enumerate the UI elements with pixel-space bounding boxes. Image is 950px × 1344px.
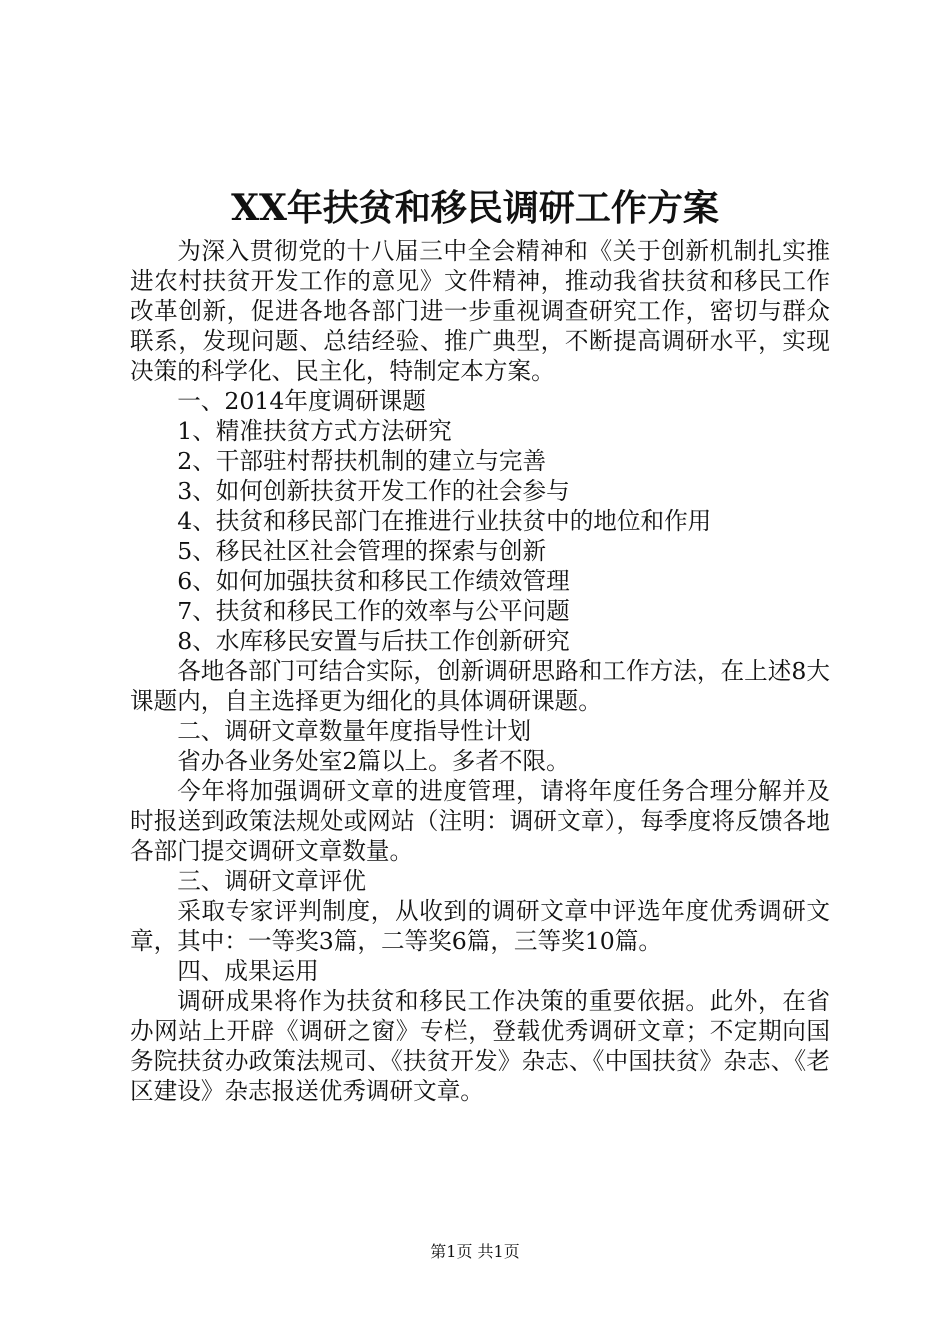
topic-item-1: 1、精准扶贫方式方法研究 — [177, 417, 452, 445]
topic-item-4: 4、扶贫和移民部门在推进行业扶贫中的地位和作用 — [177, 507, 712, 535]
quota-paragraph: 省办各业务处室2篇以上。多者不限。 — [177, 747, 570, 775]
topic-item-3: 3、如何创新扶贫开发工作的社会参与 — [177, 477, 570, 505]
topic-item-2: 2、干部驻村帮扶机制的建立与完善 — [177, 447, 547, 475]
topic-item-5: 5、移民社区社会管理的探索与创新 — [177, 537, 547, 565]
section-heading-2: 二、调研文章数量年度指导性计划 — [177, 717, 532, 745]
section-heading-4: 四、成果运用 — [177, 957, 319, 985]
document-body — [130, 236, 830, 1106]
intro-paragraph: 为深入贯彻党的十八届三中全会精神和《关于创新机制扎实推进农村扶贫开发工作的意见》文件精神，推动我省扶贫和移民工作改革创新，促进各地各部门进一步重视调查研究工作，密切与群众联系，发现问题、总结经验、推广典型，不断提高调研水平，实现决策的科学化、民主化，特制定本方案。 — [130, 237, 830, 385]
section-heading-1: 一、2014年度调研课题 — [177, 387, 426, 415]
topic-item-6: 6、如何加强扶贫和移民工作绩效管理 — [177, 567, 570, 595]
progress-paragraph: 今年将加强调研文章的进度管理，请将年度任务合理分解并及时报送到政策法规处或网站（注明：调研文章），每季度将反馈各地各部门提交调研文章数量。 — [130, 777, 830, 865]
section-heading-3: 三、调研文章评优 — [177, 867, 366, 895]
topic-item-7: 7、扶贫和移民工作的效率与公平问题 — [177, 597, 570, 625]
document-title: XX年扶贫和移民调研工作方案 — [231, 187, 719, 229]
topic-item-8: 8、水库移民安置与后扶工作创新研究 — [177, 627, 570, 655]
awards-paragraph: 采取专家评判制度，从收到的调研文章中评选年度优秀调研文章，其中：一等奖3篇，二等奖6篇，三等奖10篇。 — [130, 897, 830, 955]
page-footer: 第1页 共1页 — [430, 1242, 520, 1261]
results-paragraph: 调研成果将作为扶贫和移民工作决策的重要依据。此外，在省办网站上开辟《调研之窗》专栏，登载优秀调研文章；不定期向国务院扶贫办政策法规司、《扶贫开发》杂志、《中国扶贫》杂志、《老区建设》杂志报送优秀调研文章。 — [130, 987, 830, 1105]
topics-note-paragraph: 各地各部门可结合实际，创新调研思路和工作方法，在上述8大课题内，自主选择更为细化的具体调研课题。 — [130, 657, 830, 715]
